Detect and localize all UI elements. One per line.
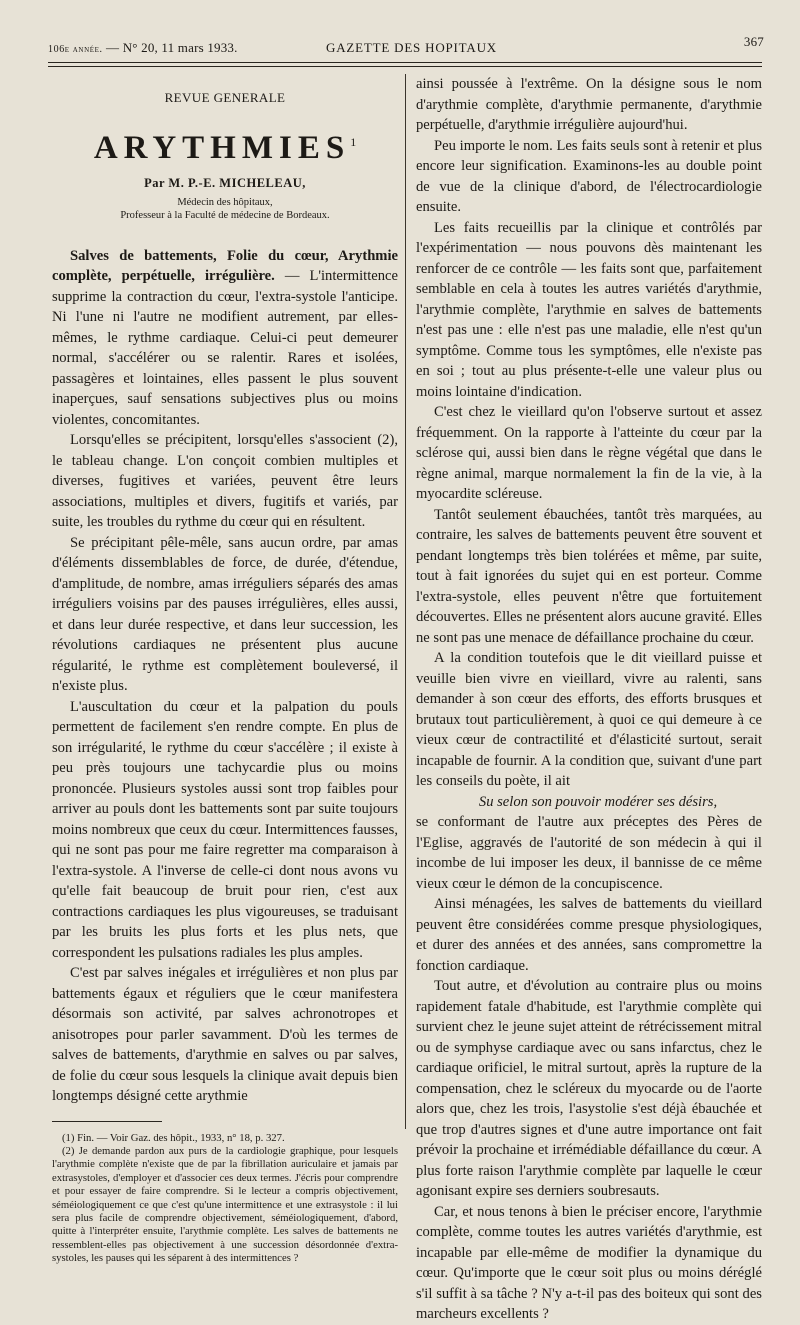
issue-date: — N° 20, 11 mars 1933. — [106, 40, 238, 55]
body-paragraph: C'est chez le vieillard qu'on l'observe surtout et assez fréquemment. On la rapporte à l'atteinte du cœur par la sclérose qui, aussi bien dans le règne végétal que dans le règne animal, marque normalement la fin de la vie, à la myocardite scléreuse. — [416, 404, 762, 502]
footnote: (2) Je demande pardon aux purs de la cardiologie graphique, pour lesquels l'arythmie complète n'existe que de par la fibrillation auriculaire et jamais par extrasystoles, d'employer et d'associer ces deux termes. J'écris pour comprendre et pour essayer de faire comprendre. Si le lecteur a compris objectivement, séméiologiquement ce que c'est qu'une intermittence et une extrasystole : il lui sera plus facile de comprendre objectivement, séméiologiquement, d'abord, quitte à l'interpréter ensuite, l'arythmie complète. Les salves de battements ne ressemblent-elles pas objectivement à une succession désordonnée d'extra-systoles, les pauses qui les séparent à des intermittences ? — [52, 1144, 398, 1265]
right-column — [416, 74, 762, 1325]
author-affiliation: Médecin des hôpitaux, — [177, 196, 273, 208]
running-header — [48, 34, 764, 60]
left-column — [52, 74, 398, 1266]
body-paragraph: ainsi poussée à l'extrême. On la désigne sous le nom d'arythmie complète, d'arythmie permanente, d'arythmie perpétuelle, d'arythmie irrégulière aujourd'hui. — [416, 76, 762, 133]
body-paragraph: Les faits recueillis par la clinique et contrôlés par l'expérimentation — nous pouvons dès maintenant les renforcer de ce contrôle — les faits sont que, parfaitement semblable en cela à toutes les autres variétés d'arythmie, l'arythmie complète, l'arythmie en salves de battements n'est pas une : elle n'est pas une maladie, elle n'est qu'un symptôme. Comme tous les symptômes, elle n'existe pas en soi ; tout au plus présente-t-elle une valeur plus ou moins lointaine d'indication. — [416, 219, 762, 400]
section-heading: REVUE GENERALE — [164, 90, 286, 105]
body-paragraph: Tout autre, et d'évolution au contraire plus ou moins rapidement fatale d'habitude, est l'arythmie complète qui survient chez le jeune sujet atteint de rétrécissement mitral ou de symphyse cardiaque avec ou sans infarctus, chez le cardiaque orificiel, le mitral surtout, après la rupture de la compensation, chez le scléreux du myocarde ou de l'aorte alors que, chez les trois, l'asystolie s'est déjà ébauchée et que trop d'autres signes et d'une autre importance ont fait prévoir la prochaine et irrémédiable défaillance du cœur. A plus forte raison l'arythmie complète par laquelle le cœur agonisant expire ses derniers soubresauts. — [416, 978, 762, 1199]
body-paragraph: Se précipitant pêle-mêle, sans aucun ordre, par amas d'éléments dissemblables de force, de durée, d'étendue, d'amplitude, de nombre, amas irréguliers séparés des amas irréguliers voisins par des pauses irrégulières, elles aussi, et dans leur durée respective, et dans leur succession, les révolutions cardiaques ne présentent plus aucune régularité, le rythme est complètement bouleversé, il n'existe plus. — [52, 534, 398, 694]
issue-info — [48, 40, 238, 56]
body-paragraph: Ainsi ménagées, les salves de battements du vieillard peuvent être considérées comme presque physiologiques, et durer des années et des années, sans compromettre la fonction cardiaque. — [416, 896, 762, 974]
lead-text: — L'intermittence supprime la contraction du cœur, l'extra-systole l'anticipe. Ni l'une ni l'autre ne modifient autrement, par elles-mêmes, le rythme cardiaque. Celui-ci peut demeurer normal, s'accélérer ou se ralentir. Rares et isolées, passagères et lointaines, elles passent le plus souvent inaperçues, sauf sensations subjectives plus ou moins violentes, concomitantes. — [52, 268, 398, 428]
footnote: (1) Fin. — Voir Gaz. des hôpit., 1933, n° 18, p. 327. — [62, 1131, 285, 1144]
lead-heading: Salves de battements, Folie du cœur, Arythmie complète, perpétuelle, irrégulière. — [52, 247, 398, 284]
author-affiliation: Professeur à la Faculté de médecine de Bordeaux. — [120, 209, 330, 221]
column-separator — [405, 74, 406, 1129]
lead-paragraph — [52, 246, 398, 431]
verse-quote: Su selon son pouvoir modérer ses désirs, — [478, 793, 718, 810]
author-line: Par M. P.-E. MICHELEAU, — [144, 175, 306, 190]
body-paragraph: C'est par salves inégales et irrégulières et non plus par battements égaux et réguliers que le cœur manifestera désormais son activité, par salves achronotropes et anisotropes pour parler savamment. D'où les termes de salves de battements, d'arythmie en salves ou par salves, de folie du cœur sous lesquels la clinique avait depuis bien longtemps désigné cette arythmie — [52, 965, 398, 1104]
edition-label: 106e année. — [48, 44, 103, 55]
footnote-rule — [52, 1121, 162, 1122]
article-title — [52, 123, 398, 167]
journal-name: GAZETTE DES HOPITAUX — [326, 40, 497, 55]
body-paragraph: Tantôt seulement ébauchées, tantôt très marquées, au contraire, les salves de battements peuvent être souvent et pendant longtemps très bien tolérées et même, par suite, tout à fait ignorées du sujet qui en est porteur. Comme l'extra-systole, elles peuvent n'être que fortuitement découvertes. Elles ne présentent alors aucune gravité. Elles ne sont pas une menace de défaillance prochaine du cœur. — [416, 506, 762, 646]
body-paragraph: se conformant de l'autre aux préceptes des Pères de l'Eglise, aggravés de l'autorité de son médecin à qui il incombe de lui imposer les deux, il bannisse de ce même vieux cœur le démon de la concupiscence. — [416, 814, 762, 892]
page-number: 367 — [743, 34, 764, 49]
article-title-text: ARYTHMIES — [93, 129, 351, 166]
body-paragraph: Peu importe le nom. Les faits seuls sont à retenir et plus encore leur signification. Examinons-les au double point de vue de la clinique d'abord, de l'électrocardiologie ensuite. — [416, 137, 762, 215]
body-paragraph: Lorsqu'elles se précipitent, lorsqu'elles s'associent (2), le tableau change. L'on conçoit combien multiples et diverses, fugitives et variées, peuvent être leurs associations, multiples et divers, fugitifs et variés, par suite, les troubles du rythme du cœur qui en résultent. — [52, 432, 398, 530]
header-rule — [48, 62, 762, 63]
title-footnote-mark: 1 — [350, 134, 357, 149]
footnotes — [52, 1132, 398, 1266]
body-paragraph: L'auscultation du cœur et la palpation du pouls permettent de facilement s'en rendre compte. En plus de son irrégularité, le rythme du cœur s'accélère ; il existe à peu près toujours une tachycardie plus ou moins prononcée. Plusieurs systoles aussi sont trop faibles pour arriver au pouls dont les battements sont par suite toujours moins nombreux que ceux du cœur. Intermittences fausses, qui ne sont pas pour me faire regretter ma comparaison à l'extra-systole. A l'inverse de celle-ci dont nous avons vu qu'elle fait beaucoup de bruit pour rien, c'est aux contractions cardiaques les plus vigoureuses, se traduisant par les bruits les plus forts et les plus nets, que correspondent les pulsations radiales les plus amples. — [52, 698, 398, 961]
header-rule-thin — [48, 66, 762, 67]
body-paragraph: A la condition toutefois que le dit vieillard puisse et veuille bien vivre en vieillard, vivre au ralenti, sans demander à son cœur des efforts, des efforts brusques et brutaux tout particulièrement, à quoi ce qui demeure à ce vieux cœur de contractilité et d'élasticité surtout, serait incapable de fournir. A la condition que, suivant d'une part les conseils du poète, il ait — [416, 650, 762, 789]
body-paragraph: Car, et nous tenons à bien le préciser encore, l'arythmie complète, comme toutes les autres variétés d'arythmie, est incapable par elle-même de modifier la dynamique du cœur. Qu'importe que le cœur soit plus ou moins déréglé s'il suffit à sa tâche ? N'y a-t-il pas des boiteux qui sont des marcheurs excellents ? — [416, 1203, 762, 1322]
